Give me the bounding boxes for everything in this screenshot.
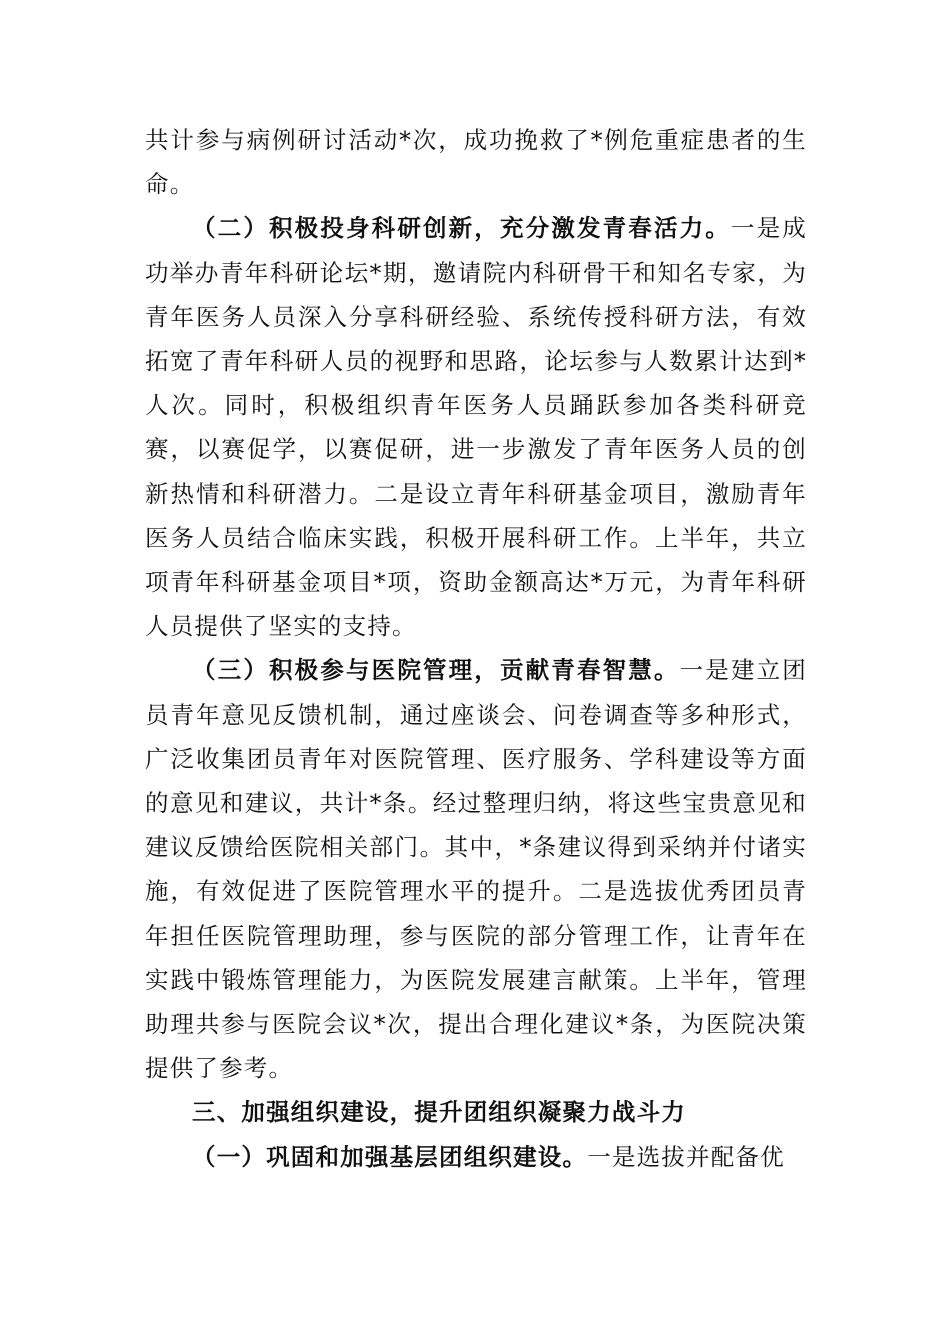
paragraph-lead: （一）巩固和加强基层团组织建设。 xyxy=(192,1142,588,1171)
paragraph-research-innovation xyxy=(145,206,807,648)
paragraph-lead: （二）积极投身科研创新，充分激发青春活力。 xyxy=(192,214,731,243)
document-body xyxy=(145,118,807,1179)
paragraph-body: 一是成功举办青年科研论坛*期，邀请院内科研骨干和知名专家，为青年医务人员深入分享科研经验、系统传授科研方法，有效拓宽了青年科研人员的视野和思路，论坛参与人数累计达到*人次。同时，积极组织青年医务人员踊跃参加各类科研竞赛，以赛促学，以赛促研，进一步激发了青年医务人员的创新热情和科研潜力。二是设立青年科研基金项目，激励青年医务人员结合临床实践，积极开展科研工作。上半年，共立项青年科研基金项目*项，资助金额高达*万元，为青年科研人员提供了坚实的支持。 xyxy=(145,214,807,641)
paragraph-body: 一是建立团员青年意见反馈机制，通过座谈会、问卷调查等多种形式，广泛收集团员青年对医院管理、医疗服务、学科建设等方面的意见和建议，共计*条。经过整理归纳，将这些宝贵意见和建议反馈给医院相关部门。其中，*条建议得到采纳并付诸实施，有效促进了医院管理水平的提升。二是选拔优秀团员青年担任医院管理助理，参与医院的部分管理工作，让青年在实践中锻炼管理能力，为医院发展建言献策。上半年，管理助理共参与医院会议*次，提出合理化建议*条，为医院决策提供了参考。 xyxy=(145,656,807,1083)
paragraph-lead: （三）积极参与医院管理，贡献青春智慧。 xyxy=(192,656,680,685)
paragraph-continuation xyxy=(145,118,807,206)
paragraph-grassroots-organization xyxy=(145,1135,807,1179)
paragraph-body: 共计参与病例研讨活动*次，成功挽救了*例危重症患者的生命。 xyxy=(145,126,807,199)
paragraph-body: 一是选拔并配备优 xyxy=(587,1142,785,1171)
section-heading: 三、加强组织建设，提升团组织凝聚力战斗力 xyxy=(192,1098,686,1127)
paragraph-hospital-management xyxy=(145,648,807,1090)
